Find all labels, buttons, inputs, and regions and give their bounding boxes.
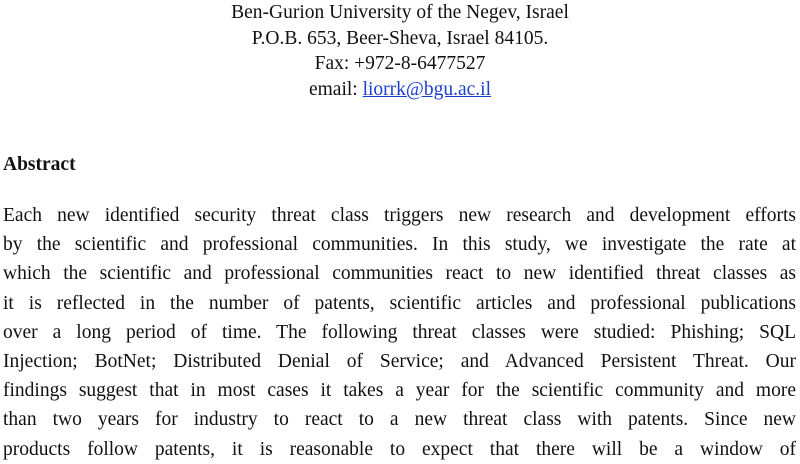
author-affiliation: [0, 0, 800, 103]
abstract-line: Injection; BotNet; Distributed Denial of Service; and Advanced Persistent Threat. Our: [3, 350, 796, 372]
abstract-line: findings suggest that in most cases it takes a year for the scientific community and more: [3, 380, 796, 402]
abstract-line: products follow patents, it is reasonable to expect that there will be a window of: [3, 438, 796, 460]
abstract-line: by the scientific and professional communities. In this study, we investigate the rate at: [3, 234, 796, 256]
abstract-body: [3, 201, 796, 464]
abstract-line: it is reflected in the number of patents, scientific articles and professional publications: [3, 292, 796, 314]
university-line: Ben-Gurion University of the Negev, Israel: [231, 2, 569, 23]
abstract-line: Each new identified security threat class triggers new research and development efforts: [3, 205, 796, 226]
fax-line: Fax: +972-8-6477527: [314, 53, 486, 75]
email-line: [0, 77, 800, 103]
abstract-heading: Abstract: [3, 154, 76, 175]
address-line: P.O.B. 653, Beer-Sheva, Israel 84105.: [251, 27, 549, 49]
email-label: email:: [308, 79, 363, 101]
abstract-line: than two years for industry to react to a new threat class with patents. Since new: [3, 409, 796, 431]
abstract-line: over a long period of time. The following threat classes were studied: Phishing; SQL: [3, 321, 796, 343]
email-link[interactable]: liorrk@bgu.ac.il: [362, 79, 492, 101]
abstract-line: which the scientific and professional communities react to new identified threat classes as: [3, 263, 796, 285]
